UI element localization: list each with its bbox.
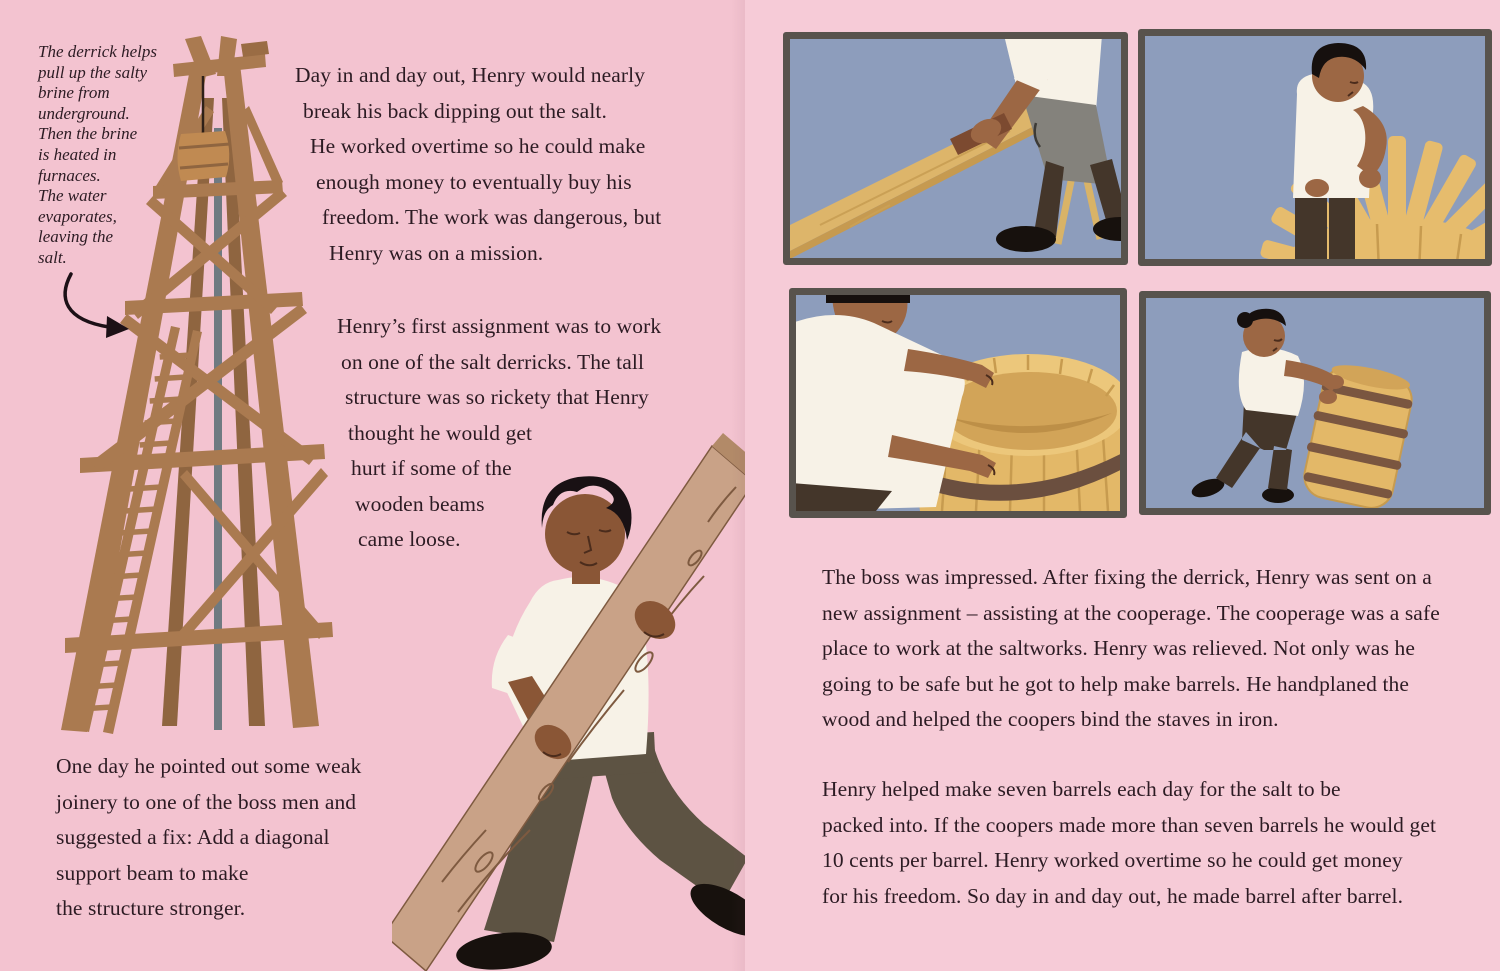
caption-line: The water <box>38 186 107 206</box>
text-line: for his freedom. So day in and day out, he made barrel after barrel. <box>822 883 1404 908</box>
panel-handplaning-plank <box>783 32 1128 265</box>
worker-right-shoe <box>1262 487 1294 503</box>
caption-line: leaving the <box>38 227 114 247</box>
text-line: joinery to one of the boss men and <box>56 789 357 814</box>
caption-line: underground. <box>38 103 130 123</box>
brine-bucket <box>178 131 231 181</box>
text-line: packed into. If the coopers made more than seven barrels he would get <box>822 812 1437 837</box>
panel-moving-barrel <box>1139 291 1491 515</box>
text-line: Henry helped make seven barrels each day for the salt to be <box>822 777 1341 801</box>
caption-line: salt. <box>38 247 67 267</box>
page-left <box>0 0 745 971</box>
text-line: the structure stronger. <box>56 896 246 920</box>
caption-line: furnaces. <box>38 165 101 185</box>
derrick-caption <box>38 42 157 269</box>
worker-hair-bun <box>1237 312 1253 328</box>
paragraph-day-in-day-out <box>295 58 661 271</box>
text-line: wooden beams <box>355 491 485 516</box>
text-line: place to work at the saltworks. Henry was relieved. Not only was he <box>822 636 1416 660</box>
worker-hand <box>1319 390 1337 404</box>
page-right <box>745 0 1500 971</box>
panel-raising-staves <box>1138 29 1492 266</box>
text-line: Henry was on a mission. <box>329 240 544 265</box>
caption-line: evaporates, <box>38 206 117 226</box>
worker-right-fist <box>1359 168 1381 188</box>
worker-right-leg <box>1329 190 1355 259</box>
paragraph-boss-impressed <box>822 560 1440 738</box>
text-line: break his back dipping out the salt. <box>303 98 607 123</box>
text-line: One day he pointed out some weak <box>56 754 362 778</box>
text-line: wood and helped the coopers bind the staves in iron. <box>822 707 1279 731</box>
caption-arrow-icon <box>55 270 135 342</box>
paragraph-weak-joinery <box>56 749 361 927</box>
worker-hand <box>1326 375 1344 389</box>
caption-line: is heated in <box>38 144 117 164</box>
paragraph-seven-barrels <box>822 772 1436 914</box>
text-line: going to be safe but he got to help make barrels. He handplaned the <box>822 671 1410 696</box>
panel-binding-barrel <box>789 288 1127 518</box>
text-line: Day in and day out, Henry would nearly <box>295 63 646 87</box>
text-line: suggested a fix: Add a diagonal <box>56 825 330 849</box>
worker-shirt <box>1239 348 1304 416</box>
handplaning-scene <box>790 39 1121 258</box>
caption-line: The derrick helps <box>38 42 157 61</box>
caption-line: Then the brine <box>38 124 138 144</box>
text-line: Henry’s first assignment was to work <box>337 314 662 338</box>
text-line: enough money to eventually buy his <box>316 169 632 194</box>
raising-staves-scene <box>1145 36 1485 259</box>
caption-line: brine from <box>38 83 110 103</box>
binding-barrel-scene <box>796 295 1120 511</box>
text-line: He worked overtime so he could make <box>310 134 646 158</box>
worker-hair <box>826 295 910 303</box>
text-line: came loose. <box>358 527 461 551</box>
worker-left-boot <box>996 226 1056 252</box>
text-line: 10 cents per barrel. Henry worked overtime so he could get money <box>822 848 1403 872</box>
man-carrying-plank-illustration <box>392 430 782 971</box>
moving-barrel-scene <box>1146 298 1484 508</box>
text-line: new assignment – assisting at the cooperage. The cooperage was a safe <box>822 600 1440 625</box>
caption-line: pull up the salty <box>38 62 148 82</box>
text-line: freedom. The work was dangerous, but <box>322 205 662 229</box>
text-line: structure was so rickety that Henry <box>345 385 649 409</box>
text-line: thought he would get <box>348 420 533 445</box>
text-line: hurt if some of the <box>351 456 512 480</box>
text-line: support beam to make <box>56 860 249 885</box>
text-line: The boss was impressed. After fixing the derrick, Henry was sent on a <box>822 565 1432 589</box>
text-line: on one of the salt derricks. The tall <box>341 349 645 374</box>
worker-left-hand <box>1305 179 1329 197</box>
